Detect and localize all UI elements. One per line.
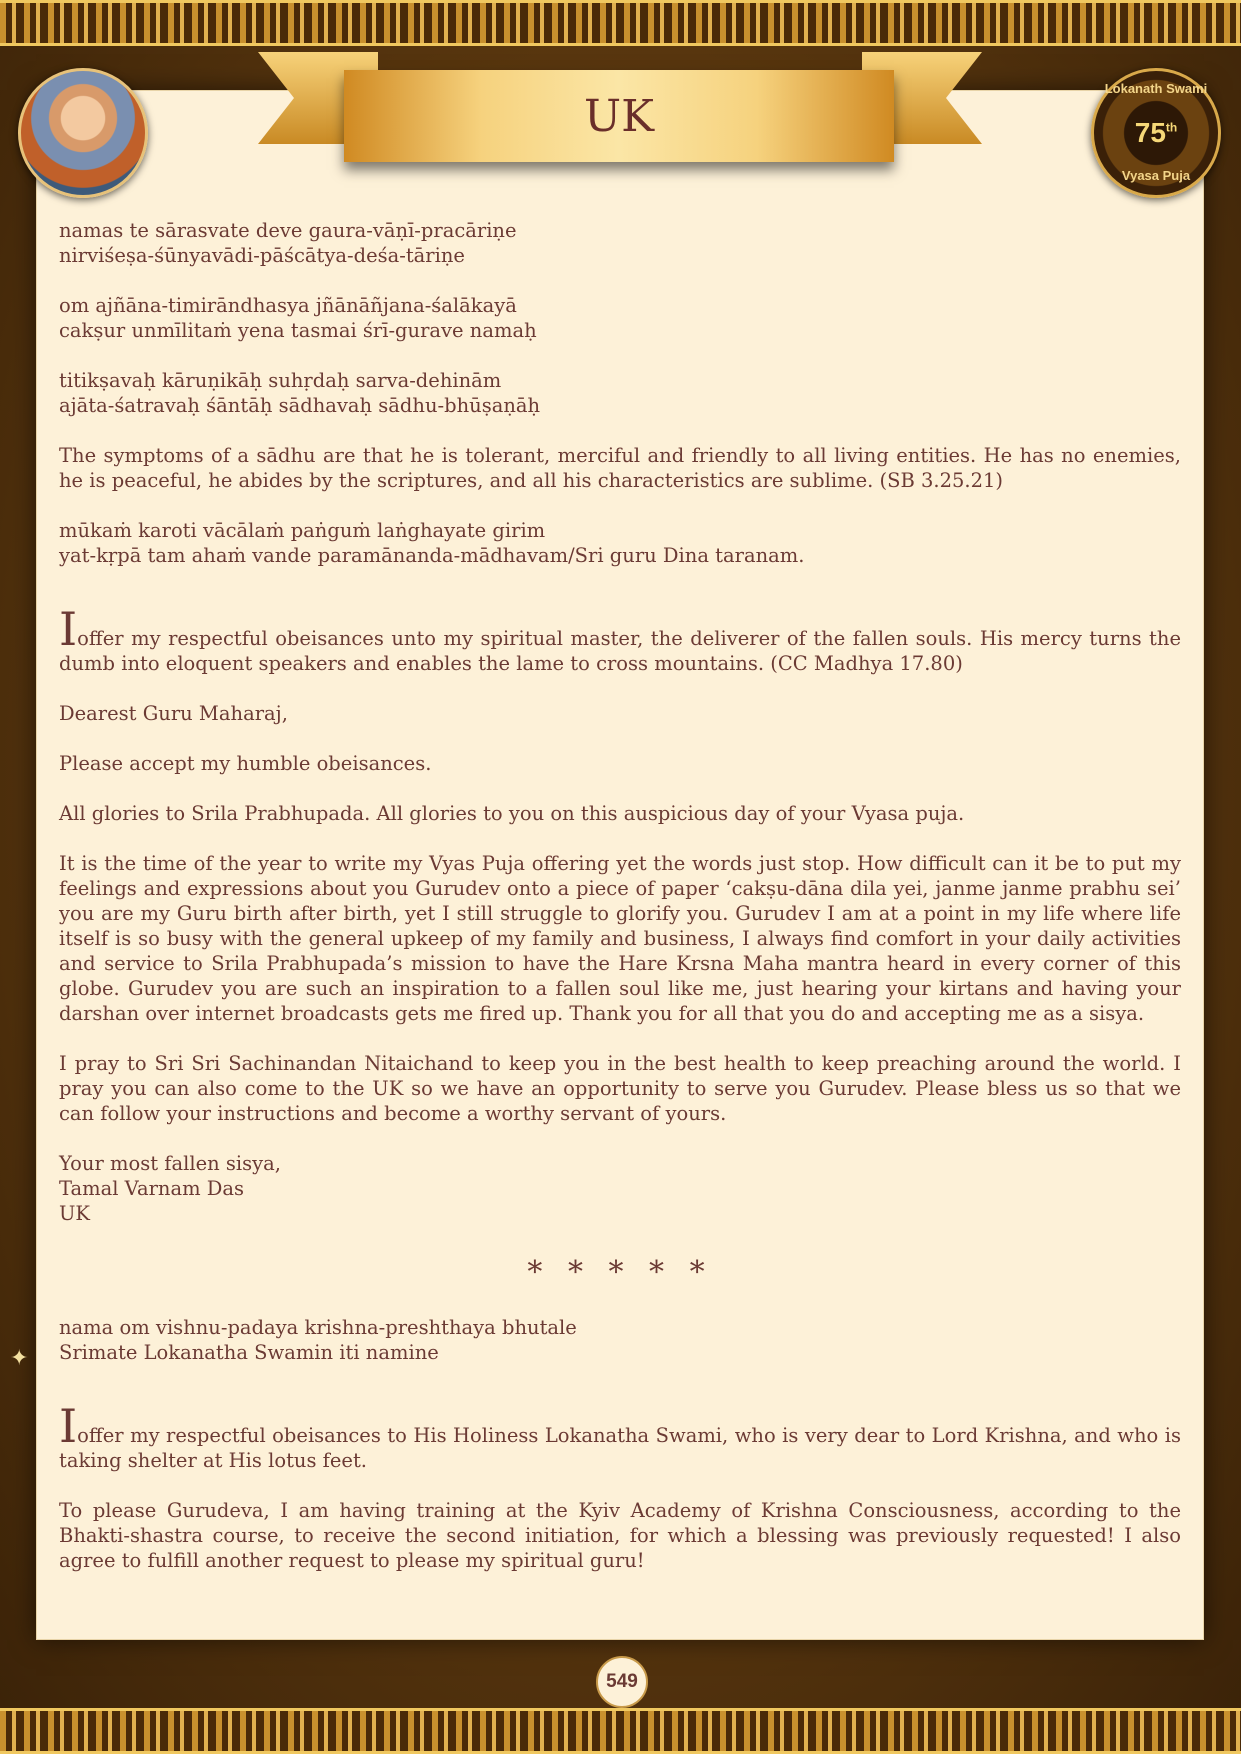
drop-cap: I xyxy=(59,602,78,656)
verse-line: nirviśeṣa-śūnyavādi-pāścātya-deśa-tāriṇe xyxy=(59,244,465,267)
guru-portrait-image xyxy=(18,68,148,198)
letter-paragraph: Please accept my humble obeisances. xyxy=(59,752,432,775)
signature-block xyxy=(59,1151,1181,1226)
verse-4 xyxy=(59,518,1181,568)
title-banner xyxy=(344,70,894,162)
seal-bottom-text: Vyasa Puja xyxy=(1121,168,1191,183)
verse-line: namas te sārasvate deve gaura-vāṇī-pracāriṇe xyxy=(59,219,517,242)
page-title: UK xyxy=(584,90,654,142)
closing-line: Your most fallen sisya, xyxy=(59,1152,281,1175)
letter-paragraph: It is the time of the year to write my Vyas Puja offering yet the words just stop. How difficult can it be to put my feelings and expressions about you Gurudev onto a piece of paper ‘cakṣu-dāna dila yei, janme janme prabhu sei’ you are my Guru birth after birth, yet I still struggle to glorify you. Gurudev I am at a point in my life where life itself is so busy with the general upkeep of my family and business, I always find comfort in your daily activities and service to Srila Prabhupada’s mission to have the Hare Krsna Maha mantra heard in every corner of this globe. Gurudev you are such an inspiration to a fallen soul like me, just hearing your kirtans and having your darshan over internet broadcasts gets me fired up. Thank you for all that you do and accepting me as a sisya. xyxy=(59,852,1181,1025)
verse-5-translation xyxy=(59,1399,1181,1473)
section-separator: * * * * * xyxy=(527,1255,713,1290)
verse-3 xyxy=(59,368,1181,418)
seal-top-text: Lokanath Swami xyxy=(1104,81,1208,96)
verse-line: om ajñāna-timirāndhasya jñānāñjana-śalākayā xyxy=(59,294,517,317)
decorative-border-top xyxy=(0,0,1241,46)
verse-line: mūkaṁ karoti vācālaṁ paṅguṁ laṅghayate girim xyxy=(59,519,546,542)
verse-3-translation: The symptoms of a sādhu are that he is tolerant, merciful and friendly to all living entities. He has no enemies, he is peaceful, he abides by the scriptures, and all his characteristics are sublime. (SB 3.25.21) xyxy=(59,444,1181,492)
verse-5 xyxy=(59,1315,1181,1365)
anniversary-seal-logo xyxy=(1091,68,1221,198)
sparkle-icon: ✦ xyxy=(10,1346,29,1371)
author-name: Tamal Varnam Das xyxy=(59,1177,245,1200)
verse-line: titikṣavaḥ kāruṇikāḥ suhṛdaḥ sarva-dehinām xyxy=(59,369,502,392)
author-location: UK xyxy=(59,1202,91,1225)
seal-number: 75th xyxy=(1134,117,1178,148)
salutation: Dearest Guru Maharaj, xyxy=(59,702,288,725)
verse-line: nama om vishnu-padaya krishna-preshthaya bhutale xyxy=(59,1316,577,1339)
offering-content xyxy=(59,218,1181,1598)
verse-line: yat-kṛpā tam ahaṁ vande paramānanda-mādhavam/Sri guru Dina taranam. xyxy=(59,544,805,567)
verse-line: Srimate Lokanatha Swamin iti namine xyxy=(59,1341,439,1364)
letter-paragraph: All glories to Srila Prabhupada. All glories to you on this auspicious day of your Vyasa puja. xyxy=(59,802,965,825)
translation-text: offer my respectful obeisances to His Holiness Lokanatha Swami, who is very dear to Lord Krishna, and who is taking shelter at His lotus feet. xyxy=(59,1424,1181,1472)
translation-text: offer my respectful obeisances unto my spiritual master, the deliverer of the fallen souls. His mercy turns the dumb into eloquent speakers and enables the lame to cross mountains. (CC Madhya 17.80) xyxy=(59,627,1181,675)
drop-cap: I xyxy=(59,1399,78,1453)
verse-line: cakṣur unmīlitaṁ yena tasmai śrī-gurave namaḥ xyxy=(59,319,537,342)
verse-2 xyxy=(59,293,1181,343)
letter-paragraph: To please Gurudeva, I am having training at the Kyiv Academy of Krishna Consciousness, according to the Bhakti-shastra course, to receive the second initiation, for which a blessing was previously requested! I also agree to fulfill another request to please my spiritual guru! xyxy=(59,1499,1181,1572)
decorative-border-bottom xyxy=(0,1708,1241,1754)
page-number: 549 xyxy=(596,1656,648,1708)
letter-paragraph: I pray to Sri Sri Sachinandan Nitaichand to keep you in the best health to keep preaching around the world. I pray you can also come to the UK so we have an opportunity to serve you Gurudev. Please bless us so that we can follow your instructions and become a worthy servant of yours. xyxy=(59,1052,1181,1125)
verse-1 xyxy=(59,218,1181,268)
verse-line: ajāta-śatravaḥ śāntāḥ sādhavaḥ sādhu-bhūṣaṇāḥ xyxy=(59,394,541,417)
verse-4-translation xyxy=(59,602,1181,676)
